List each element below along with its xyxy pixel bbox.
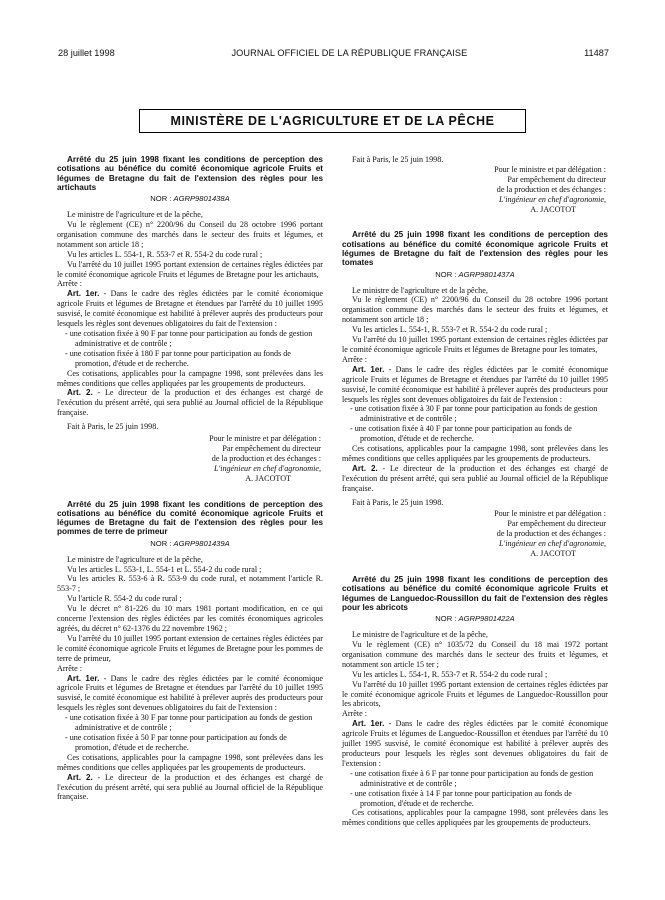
nor-label: NOR : [435,614,457,624]
article-2 [57,388,323,418]
paragraph: Ces cotisations, applicables pour la campagne 1998, sont prélevées dans les mêmes conditions que celles appliquées par les groupements de producteurs. [342,444,608,463]
decree-title-abricots: Arrêté du 25 juin 1998 fixant les conditions de perception des cotisations au bénéfice du comité économique agricole Fruits et légumes de Languedoc-Roussillon du fait de l'extension des règles pour les abricots [342,575,608,612]
signature-line [57,464,321,474]
article-text: - Dans le cadre des règles édictées par le comité économique agricole Fruits et légumes de Bretagne et étendues par l'arrêté du 10 juillet 1995 susvisé, le comité économique est habilité à prélever auprès des producteurs pour lesquels les règles sont devenues obligatoires du fait de l'extension : [57,673,323,713]
signature-line: de la production et des échanges : [496,529,606,539]
article-text: - Dans le cadre des règles édictées par le comité économique agricole Fruits et légumes de Languedoc-Roussillon et étendues par l'arrêté du 10 juillet 1995 susvisé, le comité économique est habilité à prélever auprès des producteurs pour lesquels les règles sont devenues obligatoires du fait de l'extension : [342,719,608,768]
signature-line [342,195,606,205]
arrete-heading: Arrête : [342,709,367,719]
list-item: - une cotisation fixée à 180 F par tonne pour participation au fonds de promotion, d'étude et de recherche. [65,348,291,368]
paragraph: Vu le décret n° 81-226 du 10 mars 1981 portant modification, en ce qui concerne l'extension des règles édictées par les comités économiques agricoles agréés, du décret n° 62-1376 du 22 novembre 1962 ; [57,604,323,633]
list-item: - une cotisation fixée à 50 F par tonne pour participation au fonds de promotion, d'étude et de recherche. [65,732,287,752]
article-1 [342,365,608,405]
signature-date: Fait à Paris, le 25 juin 1998. [67,422,159,432]
list-item: - une cotisation fixée à 6 F par tonne pour participation au fonds de gestion administrative et de contrôle ; [350,768,594,788]
article-1 [342,719,608,769]
signature-block [342,509,608,559]
article-1 [57,289,323,329]
nor-label: NOR : [150,538,172,548]
header-date: 28 juillet 1998 [58,48,115,58]
article-text: - Le directeur de la production et des échanges est chargé de l'exécution du présent arrêté, qui sera publié au Journal officiel de la République française. [342,463,608,493]
paragraph: Vu les articles L. 554-1, R. 553-7 et R. 554-2 du code rural ; [67,249,263,259]
article-text: - Dans le cadre des règles édictées par le comité économique agricole Fruits et légumes de Bretagne et étendues par l'arrêté du 10 juillet 1995 susvisé, le comité économique est habilité à prélever auprès des producteurs pour lesquels les règles sont devenues obligatoires du fait de l'extension : [57,289,323,329]
article-text: - Le directeur de la production et des échanges est chargé de l'exécution du présent arrêté, qui sera publié au Journal officiel de la République française. [57,388,323,418]
paragraph: Le ministre de l'agriculture et de la pêche, [67,210,203,220]
nor-reference [57,194,323,204]
signature-line: Par empêchement du directeur [507,174,606,184]
article-label: Art. 2. [67,772,93,782]
left-column [57,155,323,802]
signature-role: L'ingénieur en chef d'agronomie, [498,539,606,549]
article-label: Art. 1er. [352,719,385,729]
article-1 [57,674,323,714]
signature-block [57,434,323,484]
article-label: Art. 1er. [67,673,100,683]
ministry-banner: MINISTÈRE DE L'AGRICULTURE ET DE LA PÊCHE [139,109,526,133]
paragraph: Vu l'arrêté du 10 juillet 1995 portant extension de certaines règles édictées par le comité économique agricole Fruits et légumes de Languedoc-Roussillon pour les abricots, [342,679,608,709]
paragraph: Vu les articles L. 553-1, L. 554-1 et L. 554-2 du code rural ; [67,564,262,574]
paragraph: Ces cotisations, applicables pour la campagne 1998, sont prélevées dans les mêmes conditions que celles appliquées par les groupements de producteurs. [342,808,608,828]
signature-date: Fait à Paris, le 25 juin 1998. [352,155,444,164]
paragraph: Vu l'arrêté du 10 juillet 1995 portant extension de certaines règles édictées par le comité économique agricole Fruits et légumes de Bretagne pour les artichauts, [57,259,323,279]
list-item: - une cotisation fixée à 30 F par tonne pour participation au fonds de gestion administrative et de contrôle ; [65,713,313,733]
nor-code: AGRP9801438A [173,194,230,204]
header-page-number: 11487 [584,48,609,58]
signature-name: A. JACOTOT [530,204,576,214]
signature-role: L'ingénieur en chef d'agronomie, [498,194,606,204]
nor-code: AGRP9801439A [173,538,230,548]
paragraph: Vu l'article R. 554-2 du code rural ; [67,594,182,604]
signature-line: Par empêchement du directeur [222,443,321,453]
signature-line: Pour le ministre et par délégation : [209,434,321,444]
article-label: Art. 1er. [67,289,100,299]
decree-title-pommes-de-terre: Arrêté du 25 juin 1998 fixant les conditions de perception des cotisations au bénéfice du comité économique agricole Fruits et légumes de Bretagne du fait de l'extension des règles pour les pommes de terre de primeur [57,499,323,537]
paragraph: Ces cotisations, applicables pour la campagne 1998, sont prélevées dans les mêmes conditions que celles appliquées par les groupements de producteurs. [57,368,323,388]
article-label: Art. 2. [352,463,378,473]
paragraph: Le ministre de l'agriculture et de la pêche, [352,285,488,295]
signature-line [342,539,606,549]
paragraph: Vu l'arrêté du 10 juillet 1995 portant extension de certaines règles édictées par le comité économique agricole Fruits et légumes de Bretagne pour les tomates, [342,335,608,354]
nor-reference [342,270,608,280]
article-label: Art. 2. [67,388,93,398]
nor-label: NOR : [435,269,457,279]
paragraph: Vu l'arrêté du 10 juillet 1995 portant extension de certaines règles édictées par le comité économique agricole Fruits et légumes de Bretagne pour les pommes de terre de primeur, [57,633,323,663]
signature-name: A. JACOTOT [530,549,576,559]
signature-line: Pour le ministre et par délégation : [494,509,606,519]
signature-date: Fait à Paris, le 25 juin 1998. [352,497,444,507]
nor-reference [57,539,323,549]
paragraph: Vu les articles R. 553-6 à R. 553-9 du code rural, et notamment l'article R. 553-7 ; [57,574,323,594]
article-text: - Le directeur de la production et des échanges est chargé de l'exécution du présent arrêté, qui sera publié au Journal officiel de la République française. [57,772,323,802]
article-label: Art. 1er. [352,364,385,374]
nor-label: NOR : [150,194,172,204]
paragraph: Le ministre de l'agriculture et de la pêche, [67,554,203,564]
nor-reference [342,614,608,624]
list-item: - une cotisation fixée à 14 F par tonne pour participation au fonds de promotion, d'étude et de recherche. [350,788,572,808]
right-column [342,155,608,828]
paragraph: Le ministre de l'agriculture et de la pêche, [352,630,488,640]
article-2 [57,773,323,803]
article-text: - Dans le cadre des règles édictées par le comité économique agricole Fruits et légumes de Bretagne et étendues par l'arrêté du 10 juillet 1995 susvisé, le comité économique est habilité à prélever auprès des producteurs pour lesquels les règles sont devenues obligatoires du fait de l'extension : [342,364,608,404]
paragraph: Vu le règlement (CE) n° 2200/96 du Conseil du 28 octobre 1996 portant organisation commune des marchés dans le secteur des fruits et légumes, et notamment son article 18 ; [57,220,323,249]
paragraph: Vu le règlement (CE) n° 1035/72 du Conseil du 18 mai 1972 portant organisation commune des marchés dans le secteur des fruits et légumes, et notamment son article 15 ter ; [342,640,608,669]
decree-title-artichauts: Arrêté du 25 juin 1998 fixant les conditions de perception des cotisations au bénéfice du comité économique agricole Fruits et légumes de Bretagne du fait de l'extension des règles pour les artichauts [57,155,323,192]
list-item: - une cotisation fixée à 30 F par tonne pour participation au fonds de gestion administrative et de contrôle ; [350,404,598,424]
signature-line: Pour le ministre et par délégation : [494,164,606,174]
signature-line: de la production et des échanges : [496,184,606,194]
signature-name: A. JACOTOT [245,473,291,483]
list-item: - une cotisation fixée à 40 F par tonne pour participation au fonds de promotion, d'étude et de recherche. [350,424,572,444]
page-header [58,48,609,58]
article-2 [342,464,608,494]
list-item: - une cotisation fixée à 90 F par tonne pour participation au fonds de gestion administrative et de contrôle ; [65,328,313,348]
signature-role: L'ingénieur en chef d'agronomie, [213,463,321,473]
signature-block [342,165,608,215]
decree-title-tomates: Arrêté du 25 juin 1998 fixant les conditions de perception des cotisations au bénéfice du comité économique agricole Fruits et légumes de Bretagne du fait de l'extension des règles pour les tomates [342,230,608,268]
paragraph: Vu les articles L. 554-1, R. 553-7 et R. 554-2 du code rural ; [352,669,548,679]
paragraph: Vu les articles L. 554-1, R. 553-7 et R. 554-2 du code rural ; [352,325,548,335]
arrete-heading: Arrête : [57,663,82,673]
signature-line: Par empêchement du directeur [507,519,606,529]
arrete-heading: Arrête : [342,354,367,364]
signature-line: de la production et des échanges : [211,453,321,463]
arrete-heading: Arrête : [57,279,82,289]
paragraph: Ces cotisations, applicables pour la campagne 1998, sont prélevées dans les mêmes conditions que celles appliquées par les groupements de producteurs. [57,752,323,772]
header-journal-title: JOURNAL OFFICIEL DE LA RÉPUBLIQUE FRANÇAISE [231,48,468,58]
nor-code: AGRP9801422A [458,614,515,624]
nor-code: AGRP9801437A [458,269,515,279]
paragraph: Vu le règlement (CE) n° 2200/96 du Conseil du 28 octobre 1996 portant organisation commune des marchés dans le secteur des fruits et légumes, et notamment son article 18 ; [342,295,608,325]
